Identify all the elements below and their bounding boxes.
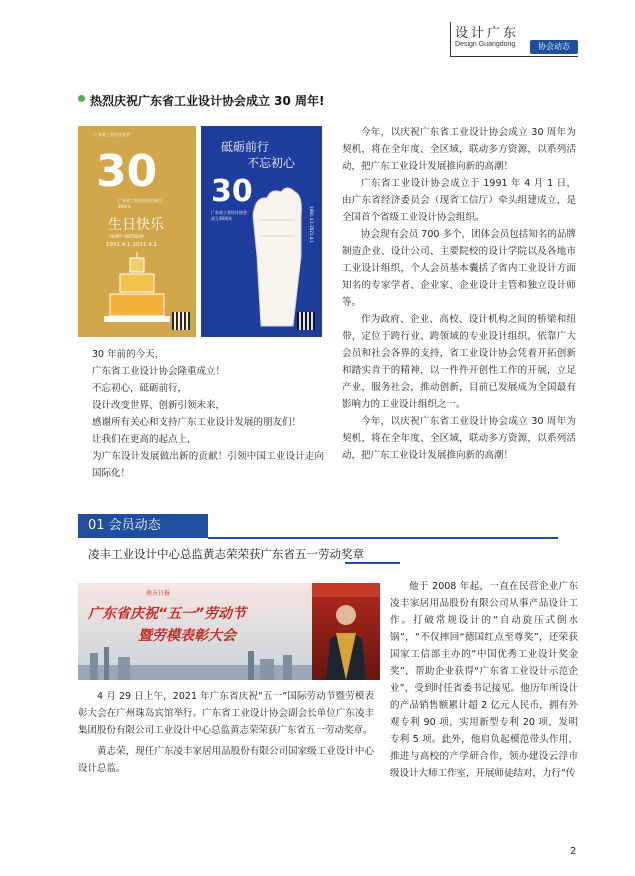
section-rule — [208, 537, 558, 539]
award-banner-image — [78, 583, 312, 680]
magazine-subtitle: Design Guangdong — [455, 41, 516, 48]
qr-code-icon — [297, 312, 315, 330]
paragraph: 他于 2008 年起，一直在民营企业广东凌丰家居用品股份有限公司从事产品设计工作。打破常规设计的“自动旋压式倒水锅”，“不仅摔回“德国红点至尊奖”，还荣获国家工信部主办的“中国优秀工业设计奖金奖”，帮助企业获得“广东省工业设计示范企业”，受到时任省委书记接见。他历年所设计的产品销售额累计超 2 亿元人民币，拥有外观专利 90 项，实用新型专利 20 项，发明专利 5 项。此外，他肩负起模范带头作用，推进与高校的产学研合作，领办建设云浮市级设计大师工作室，开展师徒结对，力行“传 — [390, 581, 578, 779]
poster-english: HAPPY BIRTHDAY — [110, 234, 144, 239]
text-line: 让我们在更高的起点上， — [92, 434, 197, 445]
poster-caption: 广东省工业设计协会成立30周年 — [118, 198, 162, 209]
section-label: 01 会员动态 — [78, 514, 208, 538]
bullet-dot-icon — [78, 95, 85, 102]
poster-line1: 砥砺前行 — [221, 140, 270, 154]
qr-code-icon — [172, 312, 190, 330]
article1-right-text — [342, 124, 576, 464]
text-line: 不忘初心，砥砺前行， — [92, 383, 188, 394]
city-skyline-icon — [78, 645, 312, 680]
paragraph: 作为政府、企业、高校、设计机构之间的桥梁和纽带，定位于跨行业、跨领域的专业设计组织，依靠广大会员和社会各界的支持，省工业设计协会凭着开拓创新和踏实肯干的精神，以一件件开创性工作的开展，立足产业，服务社会，推动创新，目前已发展成为全国最有影响力的工业设计组织之一。 — [342, 314, 576, 410]
paragraph: 广东省工业设计协会成立于 1991 年 4 月 1 日，由广东省经济委员会（现省工信厅）牵头组建成立，是全国首个省级工业设计协会组织。 — [342, 178, 576, 223]
fist-icon — [245, 176, 305, 336]
poster-org: 广东省工业设计协会 — [94, 132, 130, 137]
banner-line2: 暨劳模表彰大会 — [138, 628, 236, 644]
cake-icon — [102, 252, 172, 332]
article2-title: 凌丰工业设计中心总监黄志荣荣获广东省五一劳动奖章 — [88, 547, 364, 561]
text-line: 感谢所有关心和支持广东工业设计发展的朋友们！ — [92, 417, 302, 428]
text-line: 设计改变世界、创新引领未来， — [92, 400, 226, 411]
poster-dates: 1991.4.1-2021.4.1 — [106, 242, 157, 248]
poster-caption: 广东省工业设计协会成立30周年 — [211, 210, 247, 221]
text-line: 30 年前的今天， — [92, 349, 165, 360]
magazine-title: 设计广东 — [455, 26, 520, 41]
article2-left-text — [78, 688, 374, 777]
header-divider — [450, 22, 451, 56]
paragraph: 4 月 29 日上午，2021 年广东省庆祝“五一”国际劳动节暨劳模表彰大会在广州珠岛宾馆举行。广东省工业设计协会副会长单位广东凌丰集团股份有限公司工业设计中心总监黄志荣荣获广东省五一劳动奖章。 — [78, 691, 374, 736]
poster-birthday — [78, 126, 196, 337]
poster-line2: 不忘初心 — [247, 156, 296, 170]
award-winner-photo — [312, 583, 380, 680]
banner-top: 南方日报 — [146, 590, 171, 597]
banner-line1: 广东省庆祝“五一”劳动节 — [88, 606, 247, 622]
poster-fist — [201, 126, 322, 337]
poster-number: 30 — [96, 146, 158, 197]
text-line: 为广东设计发展做出新的贡献！引领中国工业设计走向国际化！ — [92, 451, 324, 479]
person-icon — [312, 583, 380, 680]
title-underline — [345, 562, 400, 564]
article2-right-text — [390, 578, 578, 782]
section-badge: 协会动态 — [530, 40, 578, 54]
poster-headline: 生日快乐 — [108, 217, 164, 233]
article1-left-text — [92, 346, 324, 482]
text-line: 广东省工业设计协会隆重成立！ — [92, 366, 226, 377]
paragraph: 协会现有会员 700 多个，团体会员包括知名的品牌制造企业、设计公司、主要院校的设计学院以及各地市工业设计组织，个人会员基本囊括了省内工业设计方面知名的专家学者、企业家、企业设计主管和独立设计师等。 — [342, 229, 576, 308]
poster-dates: 1991.4.1-2021.4.1 — [309, 206, 314, 244]
paragraph: 今年，以庆祝广东省工业设计协会成立 30 周年为契机，将在全年度、全区域，联动多方资源，以系列活动，把广东工业设计发展推向新的高潮！ — [342, 127, 576, 172]
paragraph: 今年，以庆祝广东省工业设计协会成立 30 周年为契机，将在全年度、全区域，联动多方资源，以系列活动，把广东工业设计发展推向新的高潮！ — [342, 416, 576, 461]
poster-number: 30 — [211, 174, 253, 209]
paragraph: 黄志荣，现任广东凌丰家居用品股份有限公司国家级工业设计中心设计总监。 — [78, 746, 374, 774]
article1-title: 热烈庆祝广东省工业设计协会成立 30 周年! — [90, 94, 325, 108]
header-rule — [450, 56, 578, 57]
page-number: 2 — [570, 846, 577, 857]
